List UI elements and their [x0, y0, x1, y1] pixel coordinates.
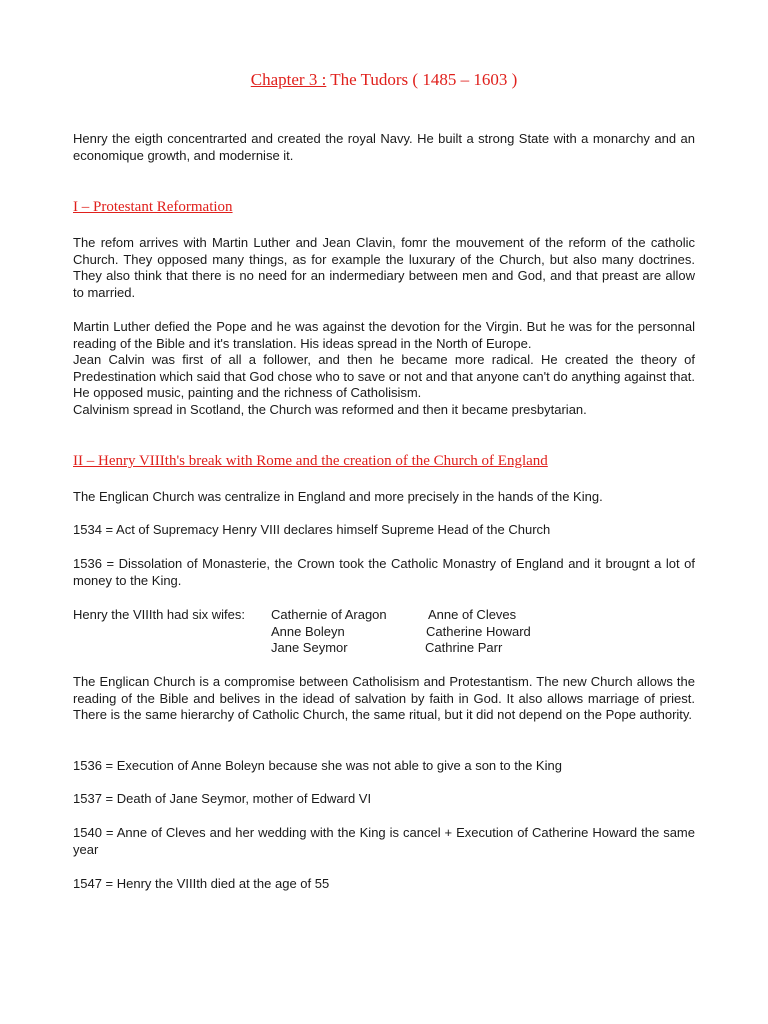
wife-item: Anne of Cleves	[428, 607, 517, 622]
calvin-text: Jean Calvin was first of all a follower, and then he became more radical. He created the theory of Predestination which said that God chose who to save or not and that anyone can't do anything against that. He opposed music, painting and the richness of Catholisism.	[73, 352, 695, 401]
wife-item: Anne Boleyn	[271, 623, 345, 639]
section-1-heading: I – Protestant Reformation	[73, 199, 233, 215]
calvinism-text: Calvinism spread in Scotland, the Church was reformed and then it became presbytarian.	[73, 401, 587, 417]
chapter-label: Chapter 3 :	[250, 70, 327, 89]
wife-item: Catherine Howard	[426, 623, 531, 639]
luther-text: Martin Luther defied the Pope and he was against the devotion for the Virgin. But he was for the personnal reading of the Bible and it's translation. His ideas spread in the North of Europe.	[73, 319, 695, 351]
wife-item: Jane Seymor	[271, 640, 348, 656]
dissolution-paragraph: 1536 = Dissolation of Monasterie, the Crown took the Catholic Monastry of England and it brougnt a lot of money to the King.	[73, 556, 695, 588]
wife-item: Cathernie of Aragon	[271, 607, 387, 622]
wife-item: Cathrine Parr	[425, 640, 503, 656]
chapter-title	[73, 70, 695, 90]
supremacy-paragraph: 1534 = Act of Supremacy Henry VIII declares himself Supreme Head of the Church	[73, 522, 551, 537]
reform-paragraph: The refom arrives with Martin Luther and Jean Clavin, fomr the mouvement of the reform of the catholic Church. They opposed many things, as for example the luxurary of the Church, but also many doctrines. They also think that there is no need for an indermediary between men and God, and that preast are allow to married.	[73, 235, 695, 300]
intro-paragraph: Henry the eigth concentrarted and created the royal Navy. He built a strong State with a monarchy and an economique growth, and modernise it.	[73, 131, 695, 163]
chapter-subtitle: The Tudors ( 1485 – 1603 )	[326, 70, 518, 89]
event-1537: 1537 = Death of Jane Seymor, mother of Edward VI	[73, 791, 372, 806]
event-1547: 1547 = Henry the VIIIth died at the age of 55	[73, 876, 330, 891]
compromise-paragraph: The Englican Church is a compromise between Catholisism and Protestantism. The new Church allows the reading of the Bible and belives in the idead of salvation by faith in God. It also allows marriage of priest. There is the same hierarchy of Catholic Church, the same ritual, but it did not depend on the Pope authority.	[73, 674, 695, 723]
event-1536: 1536 = Execution of Anne Boleyn because she was not able to give a son to the King	[73, 758, 562, 773]
event-1540: 1540 = Anne of Cleves and her wedding with the King is cancel + Execution of Catherine Howard the same year	[73, 825, 695, 857]
section-2-heading: II – Henry VIIIth's break with Rome and the creation of the Church of England	[73, 453, 548, 469]
luther-calvin-paragraph	[73, 319, 695, 419]
englican-paragraph: The Englican Church was centralize in England and more precisely in the hands of the King.	[73, 489, 603, 504]
wives-label: Henry the VIIIth had six wifes:	[73, 607, 245, 622]
